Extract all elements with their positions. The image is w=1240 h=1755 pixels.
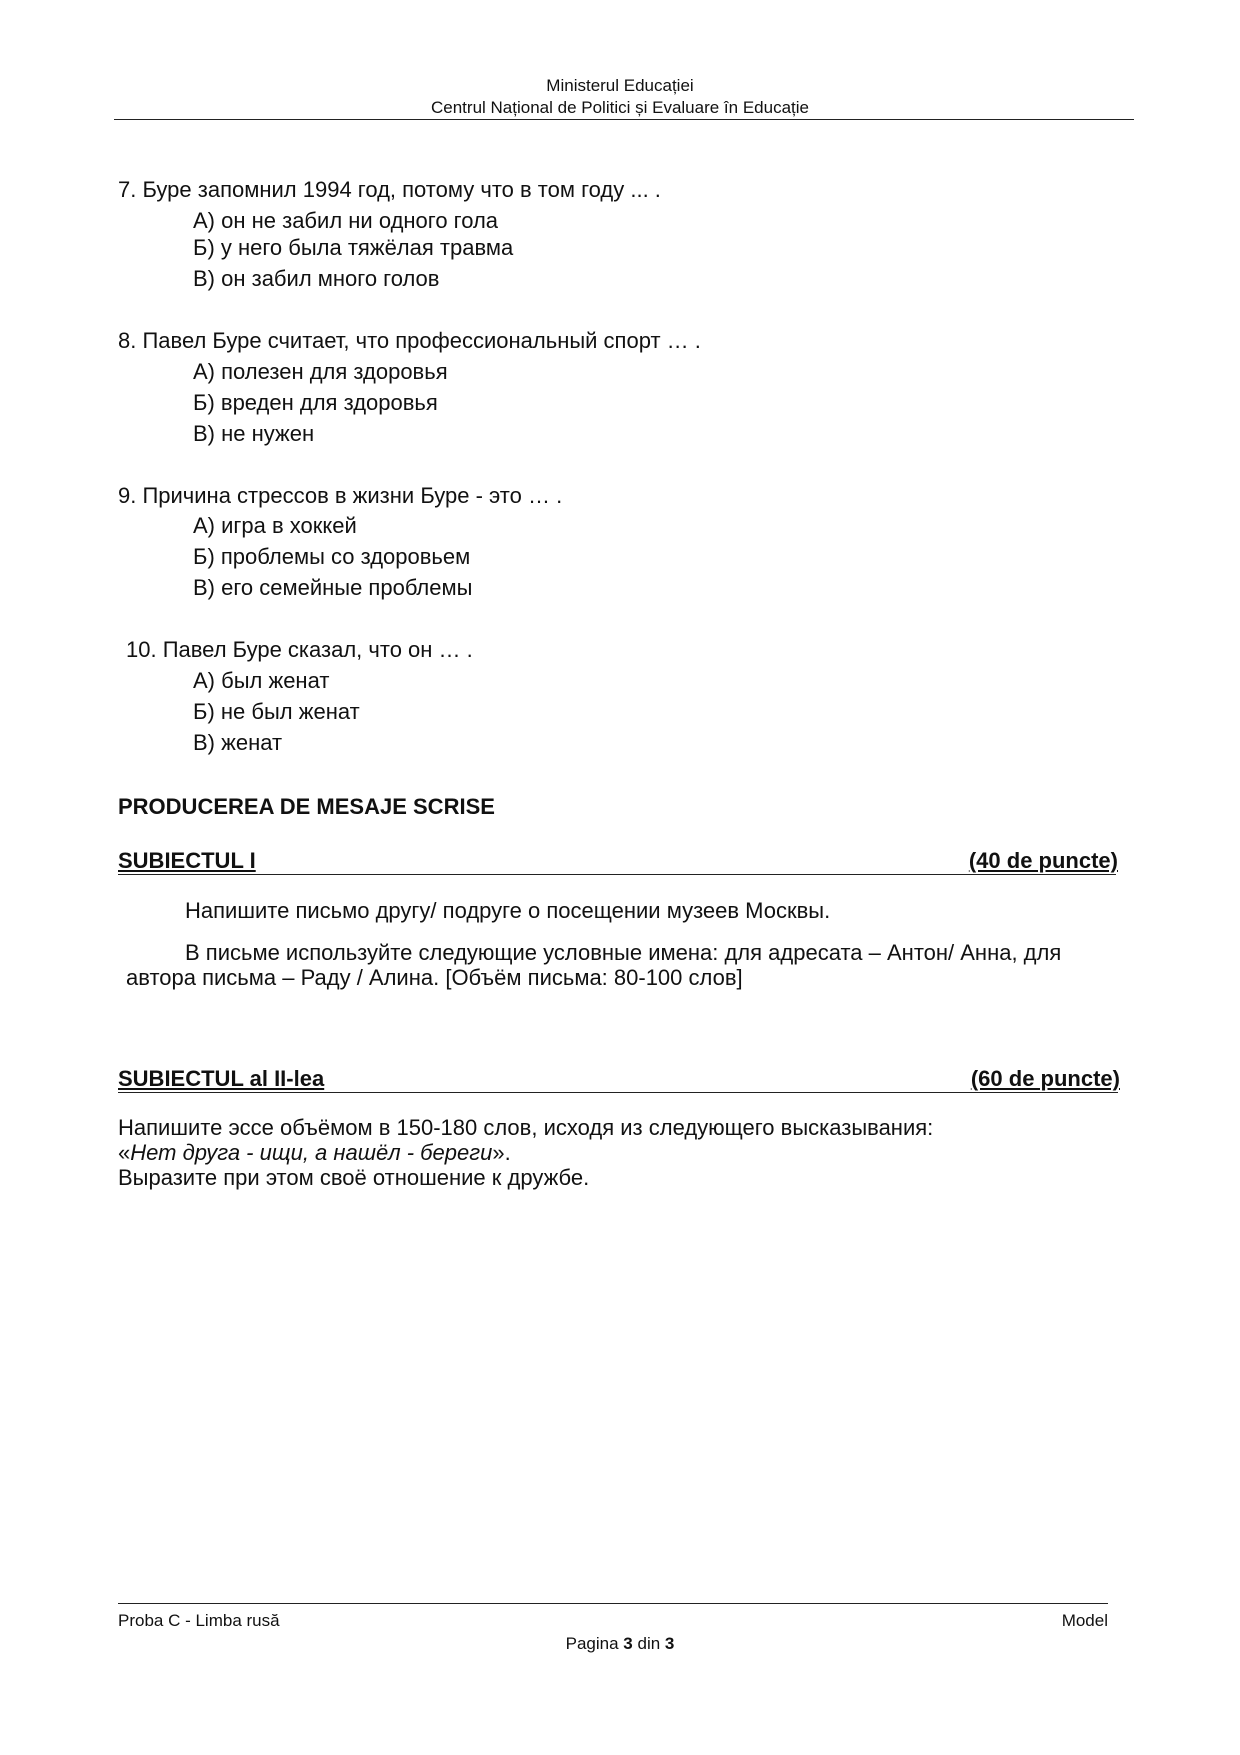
- subject-2-rule: [118, 1092, 1118, 1093]
- subject-1-title: SUBIECTUL I: [118, 848, 256, 873]
- subject-1-instructions-line-1: В письме используйте следующие условные имена: для адресата – Антон/ Анна, для: [185, 940, 1062, 965]
- question-10-option-a: А) был женат: [193, 668, 330, 693]
- subject-1-instructions-line-2: автора письма – Раду / Алина. [Объём письма: 80-100 слов]: [126, 965, 743, 990]
- question-7-option-b: Б) у него была тяжёлая травма: [193, 235, 514, 260]
- subject-2-instruction: Выразите при этом своё отношение к дружбе.: [118, 1165, 590, 1190]
- quote-open-mark: «: [118, 1140, 131, 1165]
- subject-1-rule: [118, 874, 1116, 875]
- subject-2-task: Напишите эссе объёмом в 150-180 слов, исходя из следующего высказывания:: [118, 1115, 934, 1140]
- subject-2-points: (60 de puncte): [970, 1066, 1120, 1091]
- question-10-option-b: Б) не был женат: [193, 699, 360, 724]
- question-7: 7. Буре запомнил 1994 год, потому что в том году ... .: [118, 177, 661, 202]
- question-9: 9. Причина стрессов в жизни Буре - это … .: [118, 483, 563, 508]
- question-8-option-b: Б) вреден для здоровья: [193, 390, 438, 415]
- question-7-option-a: А) он не забил ни одного гола: [193, 208, 499, 233]
- page-total: 3: [664, 1634, 675, 1653]
- page-current: 3: [623, 1634, 633, 1653]
- header-ministry: Ministerul Educației: [546, 76, 694, 95]
- subject-2-title: SUBIECTUL al II-lea: [118, 1066, 325, 1091]
- question-9-option-a: А) игра в хоккей: [193, 513, 357, 538]
- question-10-option-c: В) женат: [193, 730, 283, 755]
- page-prefix: Pagina: [565, 1634, 624, 1653]
- question-7-option-c: В) он забил много голов: [193, 266, 440, 291]
- footer-right: Model: [1061, 1611, 1108, 1630]
- question-8-option-c: В) не нужен: [193, 421, 315, 446]
- header-rule: [114, 119, 1134, 120]
- question-8-option-a: А) полезен для здоровья: [193, 359, 448, 384]
- section-title: PRODUCEREA DE MESAJE SCRISE: [118, 794, 495, 819]
- footer-rule: [118, 1603, 1108, 1604]
- subject-2-quote: [118, 1140, 511, 1166]
- header-center: Centrul Național de Politici și Evaluare în Educație: [431, 98, 809, 117]
- footer-page-number: [0, 1634, 1240, 1654]
- question-10: 10. Павел Буре сказал, что он … .: [126, 637, 473, 662]
- quote-close-mark: ».: [492, 1140, 511, 1165]
- footer-left: Proba C - Limba rusă: [118, 1611, 280, 1630]
- question-9-option-b: Б) проблемы со здоровьем: [193, 544, 471, 569]
- question-8: 8. Павел Буре считает, что профессиональный спорт … .: [118, 328, 701, 353]
- page-mid: din: [632, 1634, 665, 1653]
- quote-text: Нет друга - ищи, а нашёл - береги: [130, 1140, 493, 1165]
- question-9-option-c: В) его семейные проблемы: [193, 575, 473, 600]
- subject-1-points: (40 de puncte): [968, 848, 1118, 873]
- subject-1-task: Напишите письмо другу/ подруге о посещении музеев Москвы.: [185, 898, 831, 923]
